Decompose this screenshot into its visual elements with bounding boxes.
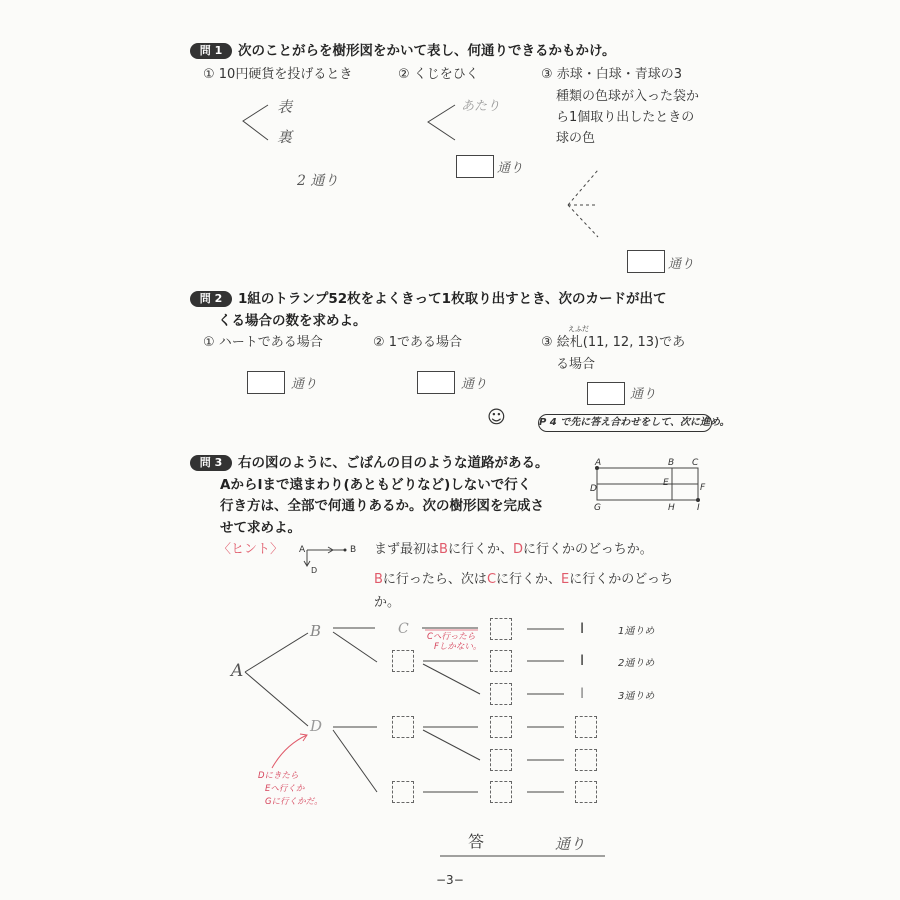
route-label: 3通りめ <box>618 691 655 702</box>
hint-line2: Bに行ったら、次はCに行くか、Eに行くかのどっち <box>374 572 673 587</box>
route-label: 1通りめ <box>618 626 655 637</box>
answer-label: 答 <box>468 832 485 851</box>
grid-label: I <box>697 503 700 513</box>
q2-item3-line2: る場合 <box>556 357 596 372</box>
route-label: 2通りめ <box>618 658 655 669</box>
grid-label: G <box>594 503 601 513</box>
coin-tree-branches <box>243 105 268 140</box>
tree-end-i: I <box>580 653 585 669</box>
question-1-badge: 問 1 <box>190 43 232 59</box>
q1-item2-answer-box[interactable] <box>456 155 494 178</box>
tree-node-b: B <box>310 622 322 640</box>
branch-omote: 表 <box>277 98 293 116</box>
grid-label: A <box>595 458 602 468</box>
lottery-tree-branches <box>428 105 455 140</box>
tree-root-a: A <box>231 661 244 681</box>
tree-blank-box[interactable] <box>490 716 512 738</box>
grid-label: H <box>668 503 675 513</box>
q1-item2-unit: 通り <box>497 161 524 176</box>
q3-text-line3: 行き方は、全部で何通りあるか。次の樹形図を完成さ <box>220 498 544 514</box>
tree-blank-box[interactable] <box>392 650 414 672</box>
mascot-icon: ☺ <box>487 407 506 428</box>
answer-unit: 通り <box>555 835 586 853</box>
hint-node-a: A <box>299 545 306 555</box>
tree-blank-box[interactable] <box>392 716 414 738</box>
q2-item2-unit: 通り <box>461 377 488 392</box>
note-d-line2: Eへ行くか <box>265 784 305 794</box>
grid-label: B <box>668 458 675 468</box>
page-number: −3− <box>436 873 464 887</box>
tree-blank-box[interactable] <box>575 716 597 738</box>
tree-blank-box[interactable] <box>575 749 597 771</box>
hint-line1: まず最初はBに行くか、Dに行くかのどっちか。 <box>374 542 653 557</box>
tree-blank-box[interactable] <box>575 781 597 803</box>
efuda-ruby: えふだ <box>568 325 589 333</box>
hint-label: 〈ヒント〉 <box>218 542 284 557</box>
q3-text-line4: せて求めよ。 <box>220 520 301 536</box>
question-3-badge: 問 3 <box>190 455 232 471</box>
red-arrow <box>272 734 307 768</box>
q2-item1-label: ① ハートである場合 <box>203 335 323 350</box>
q2-item1-unit: 通り <box>291 377 318 392</box>
q2-item2-label: ② 1である場合 <box>373 335 463 350</box>
speech-bubble: P 4 で先に答え合わせをして、次に進め。 <box>538 414 712 432</box>
question-2-title-line1: 1組のトランプ52枚をよくきって1枚取り出すとき、次のカードが出て <box>238 291 667 307</box>
tree-blank-box[interactable] <box>490 683 512 705</box>
tree-node-c: C <box>398 621 409 637</box>
q1-item3-unit: 通り <box>668 257 695 272</box>
tree-end-i: I <box>580 621 585 637</box>
q2-item3-answer-box[interactable] <box>587 382 625 405</box>
grid-label: F <box>700 483 706 493</box>
tree-blank-box[interactable] <box>490 749 512 771</box>
note-c-line1: Cへ行ったら <box>427 632 476 642</box>
hint-node-b: B <box>350 545 357 555</box>
road-grid <box>597 468 698 500</box>
tree-blank-box[interactable] <box>490 618 512 640</box>
question-2-badge: 問 2 <box>190 291 232 307</box>
ball-tree-branches <box>568 170 598 237</box>
q3-text-line2: AからIまで遠まわり(あともどりなど)しないで行く <box>220 477 532 493</box>
q1-item3-line2: 種類の色球が入った袋か <box>556 89 700 104</box>
q1-item3-answer-box[interactable] <box>627 250 665 273</box>
grid-label: D <box>590 484 597 494</box>
q1-item2-label: ② くじをひく <box>398 67 479 82</box>
q1-item1-label: ① 10円硬貨を投げるとき <box>203 67 353 82</box>
grid-label: E <box>663 478 669 488</box>
hint-line3: か。 <box>374 595 401 610</box>
tree-blank-box[interactable] <box>490 781 512 803</box>
q3-text-line1: 右の図のように、ごばんの目のような道路がある。 <box>238 455 549 471</box>
branch-atari: あたり <box>461 99 501 114</box>
question-1-title: 次のことがらを樹形図をかいて表し、何通りできるかもかけ。 <box>238 43 616 59</box>
q1-item1-answer: 2 通り <box>297 173 339 189</box>
q2-item3-unit: 通り <box>630 387 657 402</box>
note-d-line1: Dにきたら <box>258 771 299 781</box>
grid-label: C <box>692 458 699 468</box>
tree-end-i: I <box>580 686 585 702</box>
question-2-title-line2: くる場合の数を求めよ。 <box>218 313 367 329</box>
tree-blank-box[interactable] <box>392 781 414 803</box>
tree-blank-box[interactable] <box>490 650 512 672</box>
q2-item3-line1: ③ 絵札(11, 12, 13)であ <box>541 335 686 350</box>
q2-item1-answer-box[interactable] <box>247 371 285 394</box>
q1-item3-line3: ら1個取り出したときの <box>556 110 695 125</box>
note-d-line3: Gに行くかだ。 <box>265 797 323 807</box>
note-c-line2: Fしかない。 <box>434 642 482 652</box>
branch-ura: 裏 <box>277 128 293 146</box>
q1-item3-line4: 球の色 <box>556 131 596 146</box>
q2-item2-answer-box[interactable] <box>417 371 455 394</box>
tree-node-d: D <box>310 717 323 735</box>
q1-item3-line1: ③ 赤球・白球・青球の3 <box>541 67 683 82</box>
hint-node-d: D <box>311 566 318 575</box>
